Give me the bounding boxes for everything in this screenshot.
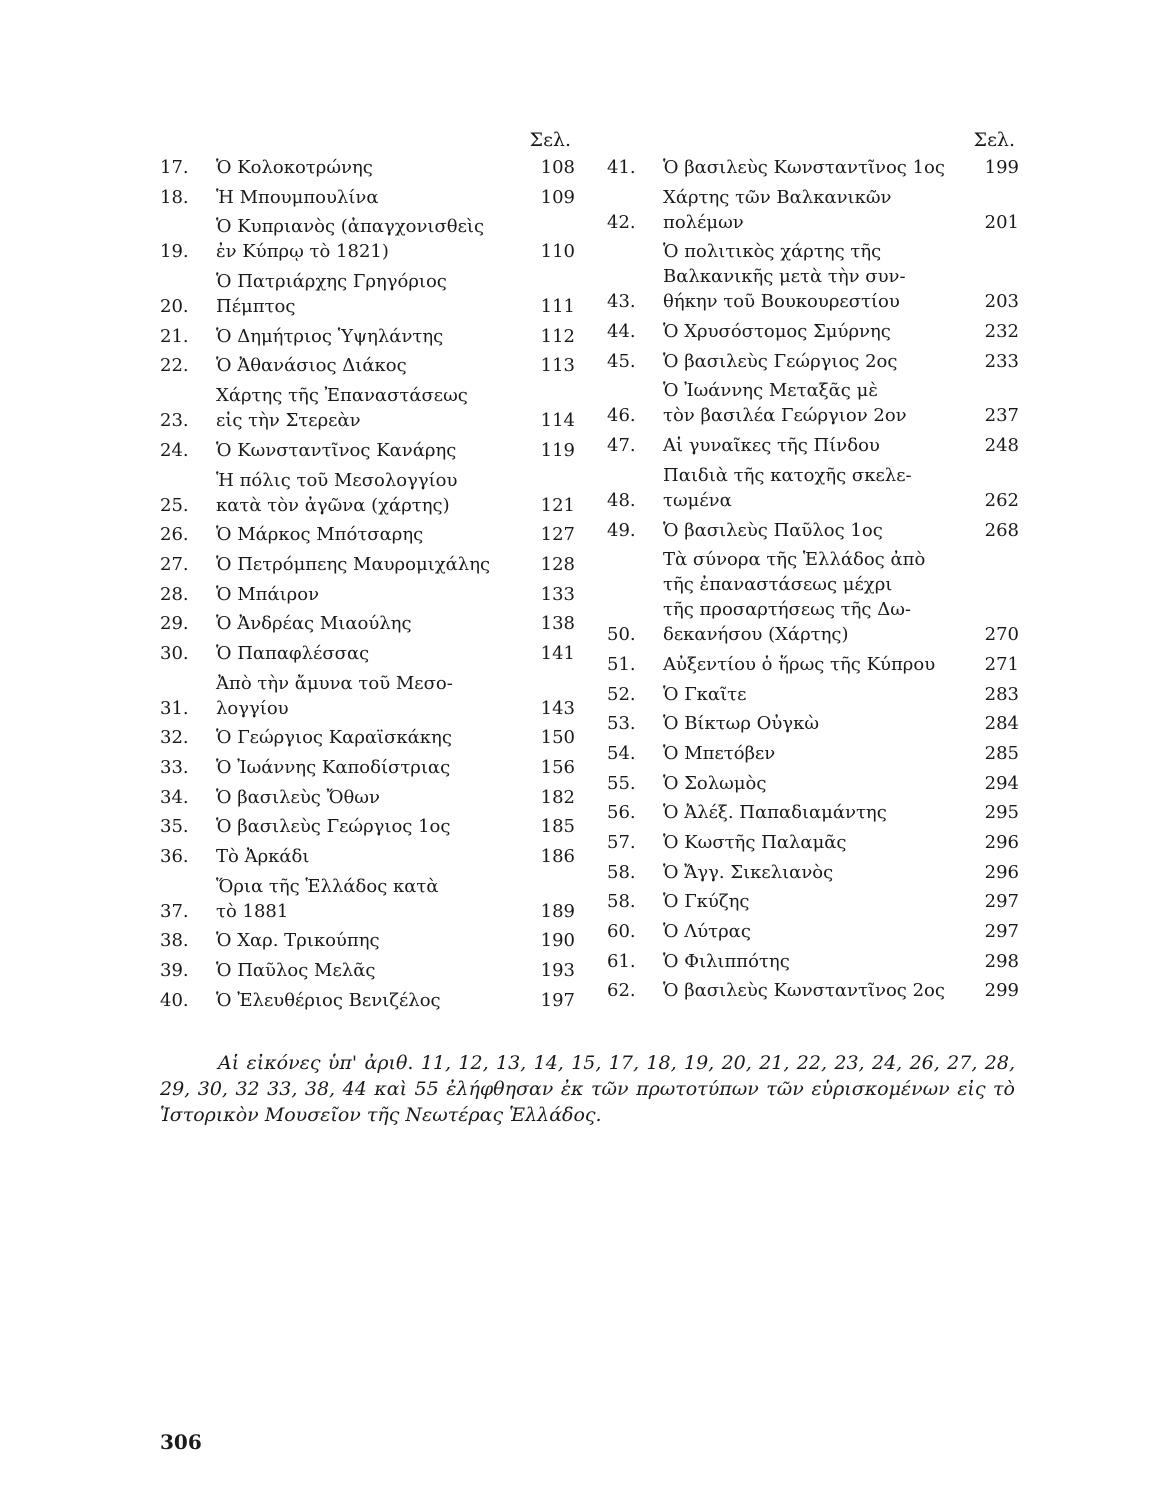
entry-title: Ὁ Κωνσταντῖνος Κανάρης: [216, 439, 457, 461]
entry-number: 37.: [160, 900, 189, 922]
list-item: [160, 438, 575, 463]
list-item: [160, 269, 575, 319]
entry-title: Ὁ Χαρ. Τρικούπης: [216, 930, 380, 952]
entry-title: Ἡ πόλις τοῦ Μεσολογγίου κατὰ τὸν ἀγῶνα (χάρτης): [216, 469, 458, 516]
list-item: [607, 652, 1019, 677]
entry-title: Ὁ Λύτρας: [663, 921, 751, 943]
entry-number: 34.: [160, 786, 189, 808]
entry-page: 262: [984, 489, 1019, 511]
entry-title: Ὁ Βίκτωρ Οὐγκὼ: [663, 713, 820, 735]
entry-title: Ὁ Ἀλέξ. Παπαδιαμάντης: [663, 802, 887, 824]
list-item: [160, 155, 575, 180]
entry-page: 190: [540, 930, 575, 952]
entry-number: 52.: [607, 683, 636, 705]
entry-title: Ὁ βασιλεὺς Κωνσταντῖνος 1ος: [663, 157, 945, 178]
entry-title: Ὁ Χρυσόστομος Σμύρνης: [663, 321, 891, 343]
left-column: [160, 125, 575, 1018]
list-item: [607, 185, 1019, 235]
list-item: [607, 682, 1019, 707]
list-item: [607, 518, 1019, 543]
list-item: [160, 874, 575, 924]
entry-number: 26.: [160, 524, 189, 546]
list-item: [607, 771, 1019, 796]
entry-page: 109: [540, 186, 575, 208]
entry-page: 197: [540, 989, 575, 1011]
entry-page: 199: [984, 157, 1019, 178]
list-item: [607, 319, 1019, 344]
list-item: [160, 214, 575, 264]
entry-number: 17.: [160, 157, 189, 178]
entry-title: Ὁ Γεώργιος Καραϊσκάκης: [216, 727, 452, 749]
entry-page: 237: [984, 405, 1019, 427]
list-item: [160, 814, 575, 839]
entry-number: 27.: [160, 553, 189, 575]
entry-title: Τὸ Ἀρκάδι: [216, 846, 310, 868]
entry-title: Ὁ Σολωμὸς: [663, 772, 767, 794]
list-item: [607, 889, 1019, 914]
entry-page: 119: [540, 439, 575, 461]
entry-title: Ὁ βασιλεὺς Γεώργιος 2ος: [663, 350, 898, 372]
entry-number: 24.: [160, 439, 189, 461]
entry-page: 284: [984, 713, 1019, 735]
list-item: [607, 463, 1019, 513]
entry-page: 133: [540, 583, 575, 605]
entry-page: 193: [540, 960, 575, 982]
entry-page: 186: [540, 846, 575, 868]
entry-number: 54.: [607, 742, 636, 764]
entry-page: 296: [984, 832, 1019, 853]
entry-page: 127: [540, 524, 575, 546]
entry-title: Ὁ Ἀνδρέας Μιαούλης: [216, 613, 412, 635]
entry-number: 19.: [160, 241, 189, 263]
entry-title: Ὁ βασιλεὺς Κωνσταντῖνος 2ος: [663, 980, 945, 1002]
list-item: [607, 919, 1019, 944]
entry-title: Χάρτης τῶν Βαλκανικῶν πολέμων: [663, 186, 892, 233]
list-item: [607, 949, 1019, 974]
entry-number: 47.: [607, 435, 636, 457]
entry-number: 18.: [160, 186, 189, 208]
list-item: [607, 547, 1019, 647]
list-item: [160, 641, 575, 666]
entry-number: 45.: [607, 350, 636, 372]
entry-title: Ὁ Μάρκος Μπότσαρης: [216, 524, 424, 546]
entry-page: 270: [984, 624, 1019, 646]
entry-title: Ὁ Ἐλευθέριος Βενιζέλος: [216, 989, 441, 1011]
entry-number: 61.: [607, 950, 636, 972]
list-item: [607, 830, 1019, 855]
list-item: [607, 349, 1019, 374]
list-item: [160, 324, 575, 349]
entry-title: Ὁ Ἀθανάσιος Διάκος: [216, 355, 407, 377]
list-item: [607, 978, 1019, 1003]
entry-page: 156: [540, 757, 575, 778]
entry-page: 248: [984, 435, 1019, 457]
entry-page: 233: [984, 350, 1019, 372]
list-item: [160, 671, 575, 721]
entry-page: 295: [984, 802, 1019, 824]
entry-number: 60.: [607, 921, 636, 943]
entry-title: Ὁ βασιλεὺς Ὄθων: [216, 786, 380, 808]
list-item: [160, 725, 575, 750]
list-item: [607, 433, 1019, 458]
entry-number: 53.: [607, 713, 636, 735]
entry-page: 268: [984, 519, 1019, 541]
entry-number: 39.: [160, 960, 189, 982]
entry-number: 23.: [160, 410, 189, 432]
entry-number: 50.: [607, 624, 636, 646]
entry-title: Αὐξεντίου ὁ ἥρως τῆς Κύπρου: [663, 653, 936, 675]
list-item: [607, 741, 1019, 766]
entry-page: 114: [540, 410, 575, 432]
entry-number: 32.: [160, 727, 189, 749]
entry-page: 138: [540, 613, 575, 635]
entry-number: 41.: [607, 157, 636, 178]
entry-title: Ὁ Γκαῖτε: [663, 683, 747, 705]
entry-number: 58.: [607, 861, 636, 883]
list-item: [160, 522, 575, 547]
entry-page: 299: [984, 980, 1019, 1002]
entry-number: 35.: [160, 816, 189, 838]
entry-number: 62.: [607, 980, 636, 1002]
entry-title: Ὁ Μπάιρον: [216, 583, 320, 605]
list-item: [607, 860, 1019, 885]
entry-page: 201: [984, 211, 1019, 233]
entry-number: 57.: [607, 832, 636, 853]
entry-number: 40.: [160, 989, 189, 1011]
entry-page: 185: [540, 816, 575, 838]
left-entry-list: [160, 155, 575, 1013]
entry-number: 49.: [607, 519, 636, 541]
entry-page: 203: [984, 291, 1019, 313]
list-item: [160, 383, 575, 433]
entry-number: 30.: [160, 642, 189, 664]
caption-text: Αἱ εἰκόνες ὑπ' ἀριθ. 11, 12, 13, 14, 15, 17, 18, 19, 20, 21, 22, 23, 24, 26, 27, 28, 29, 30, 32 33, 38, 44 καὶ 55 ἐλήφθησαν ἐκ τῶν πρωτοτύπων τῶν εὑρισκομένων εἰς τὸ Ἱστορικὸν Μουσεῖον τῆς Νεωτέρας Ἑλλάδος.: [160, 1052, 1015, 1126]
entry-number: 44.: [607, 321, 636, 343]
list-item: [160, 611, 575, 636]
page-number: 306: [160, 1430, 202, 1454]
entry-page: 150: [540, 727, 575, 749]
entry-number: 46.: [607, 405, 636, 427]
list-item: [160, 844, 575, 869]
entry-number: 51.: [607, 653, 636, 675]
entry-title: Ὁ Κολοκοτρώνης: [216, 157, 373, 178]
entry-page: 113: [540, 355, 575, 377]
entry-page: 143: [540, 697, 575, 719]
entry-page: 283: [984, 683, 1019, 705]
entry-page: 141: [540, 642, 575, 664]
entry-title: Ὁ Ἄγγ. Σικελιανὸς: [663, 861, 834, 883]
list-item: [160, 958, 575, 983]
entry-title: Ὁ Παῦλος Μελᾶς: [216, 960, 376, 982]
caption-note: [160, 1050, 1015, 1128]
entry-page: 112: [540, 325, 575, 347]
entry-page: 108: [540, 157, 575, 178]
entry-page: 189: [540, 900, 575, 922]
entry-page: 110: [540, 241, 575, 263]
entry-title: Χάρτης τῆς Ἐπαναστάσεως εἰς τὴν Στερεὰν: [216, 385, 468, 432]
entry-page: 285: [984, 742, 1019, 764]
entry-number: 33.: [160, 757, 189, 778]
entry-title: Ὅρια τῆς Ἑλλάδος κατὰ τὸ 1881: [216, 875, 439, 922]
list-item: [607, 239, 1019, 314]
entry-page: 111: [540, 296, 575, 318]
entry-title: Ὁ Πετρόμπεης Μαυρομιχάλης: [216, 553, 491, 575]
entry-title: Αἱ γυναῖκες τῆς Πίνδου: [663, 435, 880, 457]
entry-page: 294: [984, 772, 1019, 794]
list-item: [160, 582, 575, 607]
entry-number: 25.: [160, 494, 189, 516]
entry-number: 21.: [160, 325, 189, 347]
entry-title: Ὁ Ἰωάννης Καποδίστριας: [216, 757, 451, 778]
list-item: [607, 155, 1019, 180]
entry-page: 297: [984, 891, 1019, 913]
list-item: [160, 353, 575, 378]
entry-number: 36.: [160, 846, 189, 868]
entry-number: 58.: [607, 891, 636, 913]
entry-title: Ἡ Μπουμπουλίνα: [216, 186, 379, 208]
entry-title: Ὁ Κωστῆς Παλαμᾶς: [663, 832, 847, 853]
entry-page: 271: [984, 653, 1019, 675]
entry-number: 22.: [160, 355, 189, 377]
entry-title: Ὁ πολιτικὸς χάρτης τῆς Βαλκανικῆς μετὰ τὴν συν- θήκην τοῦ Βουκουρεστίου: [663, 241, 906, 313]
entry-title: Ὁ βασιλεὺς Παῦλος 1ος: [663, 519, 883, 541]
entry-title: Ὁ Πατριάρχης Γρηγόριος Πέμπτος: [216, 271, 447, 318]
entry-title: Ὁ Φιλιππότης: [663, 950, 790, 972]
entry-title: Ἀπὸ τὴν ἄμυνα τοῦ Μεσο- λογγίου: [216, 672, 453, 719]
entry-page: 128: [540, 553, 575, 575]
entry-number: 56.: [607, 802, 636, 824]
entry-title: Ὁ Ἰωάννης Μεταξᾶς μὲ τὸν βασιλέα Γεώργιον 2ον: [663, 380, 907, 427]
entry-number: 29.: [160, 613, 189, 635]
list-item: [160, 185, 575, 210]
list-item: [607, 378, 1019, 428]
entry-title: Ὁ Παπαφλέσσας: [216, 642, 370, 664]
entry-title: Ὁ Μπετόβεν: [663, 742, 776, 764]
list-item: [160, 988, 575, 1013]
list-item: [160, 468, 575, 518]
entry-number: 20.: [160, 296, 189, 318]
list-item: [607, 800, 1019, 825]
entry-title: Ὁ Κυπριανὸς (ἀπαγχονισθεὶς ἐν Κύπρῳ τὸ 1821): [216, 216, 485, 263]
entry-number: 42.: [607, 211, 636, 233]
entry-number: 28.: [160, 583, 189, 605]
list-item: [160, 755, 575, 780]
entry-page: 298: [984, 950, 1019, 972]
right-entry-list: [607, 155, 1019, 1003]
list-item: [160, 785, 575, 810]
right-column: [607, 125, 1019, 1008]
entry-title: Παιδιὰ τῆς κατοχῆς σκελε- τωμένα: [663, 464, 912, 511]
entry-page: 232: [984, 321, 1019, 343]
list-item: [160, 928, 575, 953]
entry-title: Τὰ σύνορα τῆς Ἑλλάδος ἀπὸ τῆς ἐπαναστάσεως μέχρι τῆς προσαρτήσεως τῆς Δω- δεκανήσου (Χάρτης): [663, 549, 926, 646]
page-column-header: Σελ.: [529, 129, 571, 151]
list-item: [160, 552, 575, 577]
entry-number: 48.: [607, 489, 636, 511]
entry-page: 296: [984, 861, 1019, 883]
entry-page: 121: [540, 494, 575, 516]
list-item: [607, 711, 1019, 736]
entry-number: 43.: [607, 291, 636, 313]
entry-title: Ὁ βασιλεὺς Γεώργιος 1ος: [216, 816, 451, 838]
entry-page: 297: [984, 921, 1019, 943]
entry-number: 31.: [160, 697, 189, 719]
page-column-header: Σελ.: [973, 129, 1015, 151]
entry-number: 38.: [160, 930, 189, 952]
entry-title: Ὁ Γκύζης: [663, 891, 750, 913]
entry-title: Ὁ Δημήτριος Ὑψηλάντης: [216, 325, 444, 347]
entry-page: 182: [540, 786, 575, 808]
entry-number: 55.: [607, 772, 636, 794]
